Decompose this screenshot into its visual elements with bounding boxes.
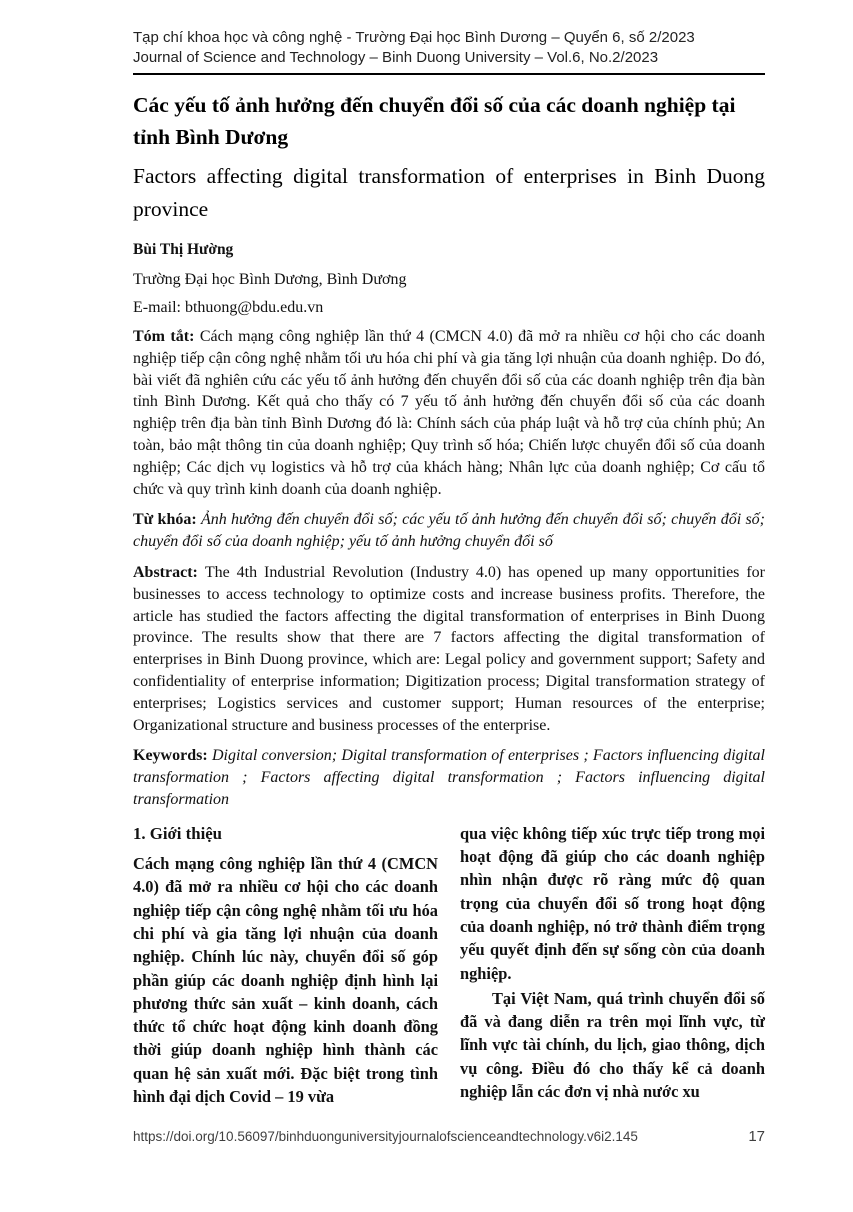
section-1-right-paragraph-1: qua việc không tiếp xúc trực tiếp trong mọi hoạt động đã giúp cho các doanh nghiệp nhìn nhận được rõ ràng mức độ quan trọng của chuyển đổi số trong hoạt động của doanh nghiệp, nó trở thành điểm trọng yếu quyết định đến sự sống còn của doanh nghiệp. bbox=[460, 823, 765, 983]
keywords-vietnamese-label: Từ khóa: bbox=[133, 511, 201, 529]
page-header bbox=[133, 28, 765, 75]
abstract-english bbox=[133, 562, 765, 736]
abstract-vietnamese-label: Tóm tắt: bbox=[133, 328, 200, 345]
abstract-vietnamese bbox=[133, 326, 765, 500]
section-1-heading: 1. Giới thiệu bbox=[133, 823, 223, 843]
left-column bbox=[133, 822, 438, 1109]
abstract-english-label: Abstract: bbox=[133, 563, 205, 581]
two-column-body bbox=[133, 822, 765, 1109]
abstract-english-text: The 4th Industrial Revolution (Industry 4.0) has opened up many opportunities for businesses to access technology to optimize costs and increase business profits. Therefore, the article has studied the factors affecting the digital transformation of enterprises in Binh Duong province. The results show that there are 7 factors affecting the digital transformation of enterprises in Binh Duong province, which are: Legal policy and government support; Safety and confidentiality of enterprise information; Digitization process; Digital transformation strategy of enterprises; Logistics services and customer support; Human resources of the enterprise; Organizational structure and business processes of the enterprise. bbox=[133, 563, 766, 734]
page-number: 17 bbox=[748, 1128, 765, 1145]
article-title-vietnamese: Các yếu tố ảnh hưởng đến chuyển đổi số của các doanh nghiệp tại tỉnh Bình Dương bbox=[133, 93, 736, 149]
keywords-vietnamese-text: Ảnh hưởng đến chuyển đổi số; các yếu tố ảnh hưởng đến chuyển đổi số; chuyển đổi số; chuyển đổi số của doanh nghiệp; yếu tố ảnh hưởng chuyển đổi số bbox=[133, 511, 765, 551]
keywords-english-label: Keywords: bbox=[133, 747, 212, 765]
page-footer bbox=[133, 1128, 765, 1145]
journal-name-vi: Tạp chí khoa học và công nghệ - Trường Đại học Bình Dương – Quyển 6, số 2/2023 bbox=[133, 29, 695, 46]
author-email[interactable]: E-mail: bthuong@bdu.edu.vn bbox=[133, 299, 324, 316]
keywords-vietnamese bbox=[133, 509, 765, 553]
author-name: Bùi Thị Hường bbox=[133, 241, 234, 258]
keywords-english-text: Digital conversion; Digital transformation of enterprises ; Factors influencing digital transformation ; Factors affecting digital transformation ; Factors influencing digital transformation bbox=[133, 747, 766, 808]
section-1-right-paragraph-2: Tại Việt Nam, quá trình chuyển đổi số đã và đang diễn ra trên mọi lĩnh vực, từ lĩnh vực tài chính, du lịch, giao thông, dịch vụ công. Điều đó cho thấy kể cả doanh nghiệp lẫn các đơn vị nhà nước xu bbox=[460, 988, 765, 1101]
keywords-english bbox=[133, 745, 765, 810]
section-1-left-paragraph: Cách mạng công nghiệp lần thứ 4 (CMCN 4.0) đã mở ra nhiều cơ hội cho các doanh nghiệp tiếp cận công nghệ nhằm tối ưu hóa chi phí và gia tăng lợi nhuận của doanh nghiệp. Chính lúc này, chuyển đổi số góp phần giúp các doanh nghiệp định hình lại phương thức sản xuất – kinh doanh, cách thức tổ chức hoạt động kinh doanh đồng thời giúp doanh nghiệp hình thành các quan hệ sản xuất mới. Đặc biệt trong tình hình đại dịch Covid – 19 vừa bbox=[133, 854, 438, 1106]
journal-name-en: Journal of Science and Technology – Binh Duong University – Vol.6, No.2/2023 bbox=[133, 49, 659, 66]
doi-link[interactable]: https://doi.org/10.56097/binhduonguniversityjournalofscienceandtechnology.v6i2.145 bbox=[133, 1129, 638, 1144]
abstract-vietnamese-text: Cách mạng công nghiệp lần thứ 4 (CMCN 4.0) đã mở ra nhiều cơ hội cho các doanh nghiệp tiếp cận công nghệ nhằm tối ưu hóa chi phí và gia tăng lợi nhuận của doanh nghiệp. Do đó, bài viết đã nghiên cứu các yếu tố ảnh hưởng đến chuyển đổi số của các doanh nghiệp trên địa bàn tỉnh Bình Dương. Kết quả cho thấy có 7 yếu tố ảnh hưởng đến chuyển đổi số của các doanh nghiệp trên địa bàn tỉnh Bình Dương đó là: Chính sách của pháp luật và hỗ trợ của chính phủ; An toàn, bảo mật thông tin của doanh nghiệp; Quy trình số hóa; Chiến lược chuyển đổi số của doanh nghiệp; Các dịch vụ logistics và hỗ trợ của khách hàng; Nhân lực của doanh nghiệp; Cơ cấu tổ chức và quy trình kinh doanh của doanh nghiệp. bbox=[133, 328, 766, 498]
author-affiliation: Trường Đại học Bình Dương, Bình Dương bbox=[133, 271, 407, 288]
article-title-english: Factors affecting digital transformation of enterprises in Binh Duong province bbox=[133, 164, 765, 221]
right-column bbox=[460, 822, 765, 1109]
header-rule bbox=[133, 73, 765, 75]
